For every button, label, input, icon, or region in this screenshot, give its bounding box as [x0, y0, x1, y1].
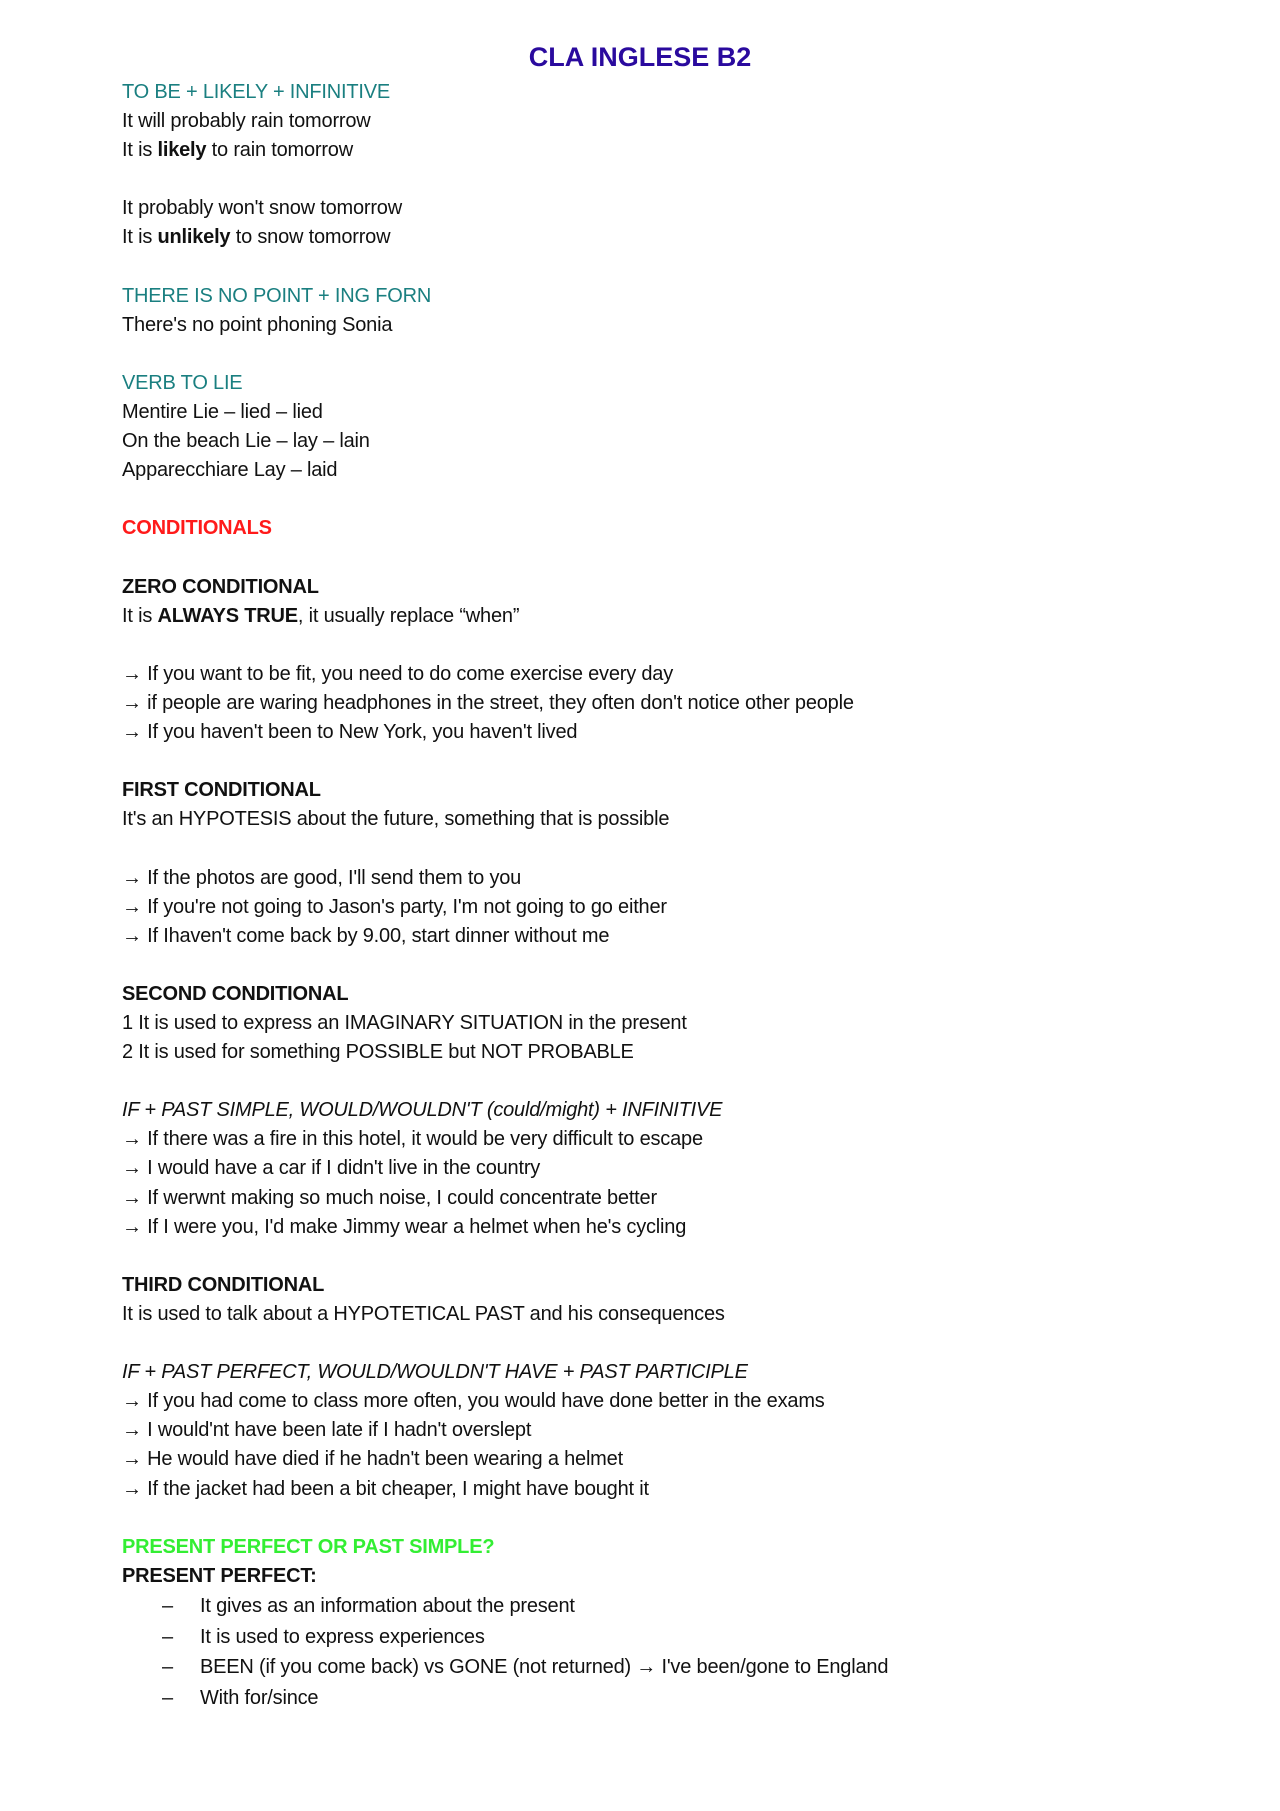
- spacer: [122, 1067, 1202, 1096]
- text-span: to rain tomorrow: [206, 139, 353, 162]
- text-span: It is: [122, 139, 158, 162]
- text-line: It is used to talk about a HYPOTETICAL PAST and his consequences: [122, 1302, 725, 1325]
- subheading-first-conditional: FIRST CONDITIONAL: [122, 779, 321, 802]
- text-span: It is: [122, 604, 158, 627]
- example-line: → If Ihaven't come back by 9.00, start dinner without me: [122, 924, 610, 947]
- example-line: → If you had come to class more often, you would have done better in the exams: [122, 1390, 825, 1413]
- spacer: [122, 340, 1202, 369]
- example-line: → If you're not going to Jason's party, I'm not going to go either: [122, 895, 667, 918]
- emphasis-always-true: ALWAYS TRUE: [157, 604, 298, 627]
- emphasis-likely: likely: [157, 139, 207, 162]
- subheading-third-conditional: THIRD CONDITIONAL: [122, 1273, 325, 1296]
- subheading-present-perfect: PRESENT PERFECT:: [122, 1564, 317, 1587]
- dash-bullet-icon: –: [162, 1594, 173, 1617]
- document-body: [122, 78, 1202, 1714]
- spacer: [122, 544, 1202, 573]
- subheading-second-conditional: SECOND CONDITIONAL: [122, 982, 349, 1005]
- list-item: [122, 1591, 1202, 1622]
- text-line: [122, 223, 1202, 252]
- subheading-zero-conditional: ZERO CONDITIONAL: [122, 575, 319, 598]
- spacer: [122, 1329, 1202, 1358]
- example-line: → If you haven't been to New York, you haven't lived: [122, 721, 578, 744]
- example-line: → I would have a car if I didn't live in the country: [122, 1157, 541, 1180]
- example-line: → I would'nt have been late if I hadn't overslept: [122, 1419, 532, 1442]
- list-item-text: BEEN (if you come back) vs GONE (not returned) → I've been/gone to England: [200, 1656, 889, 1679]
- text-line: There's no point phoning Sonia: [122, 313, 393, 336]
- list-item-text: It gives as an information about the present: [200, 1594, 575, 1617]
- list-item: [122, 1652, 1202, 1683]
- example-line: → If I were you, I'd make Jimmy wear a helmet when he's cycling: [122, 1215, 687, 1238]
- emphasis-unlikely: unlikely: [157, 226, 231, 249]
- text-line: [122, 136, 1202, 165]
- section-heading-no-point: THERE IS NO POINT + ING FORN: [122, 284, 432, 307]
- text-line: [122, 602, 1202, 631]
- text-line: Apparecchiare Lay – laid: [122, 459, 338, 482]
- formula-line: IF + PAST PERFECT, WOULD/WOULDN'T HAVE + PAST PARTICIPLE: [122, 1361, 748, 1384]
- text-line: 1 It is used to express an IMAGINARY SITUATION in the present: [122, 1012, 687, 1034]
- example-line: → He would have died if he hadn't been wearing a helmet: [122, 1448, 623, 1471]
- dash-bullet-icon: –: [162, 1625, 173, 1648]
- spacer: [122, 631, 1202, 660]
- document-title: CLA INGLESE B2: [528, 42, 752, 72]
- text-span: to snow tomorrow: [230, 226, 391, 249]
- example-line: → If the photos are good, I'll send them to you: [122, 866, 522, 889]
- spacer: [122, 834, 1202, 863]
- text-span: It is: [122, 226, 158, 249]
- spacer: [122, 951, 1202, 980]
- dash-bullet-icon: –: [162, 1656, 173, 1679]
- spacer: [122, 485, 1202, 514]
- text-line: It probably won't snow tomorrow: [122, 197, 402, 220]
- formula-line: IF + PAST SIMPLE, WOULD/WOULDN'T (could/might) + INFINITIVE: [122, 1099, 723, 1122]
- example-line: → if people are waring headphones in the street, they often don't notice other people: [122, 691, 854, 714]
- example-line: → If the jacket had been a bit cheaper, I might have bought it: [122, 1477, 649, 1500]
- spacer: [122, 165, 1202, 194]
- spacer: [122, 1242, 1202, 1271]
- spacer: [122, 253, 1202, 282]
- section-heading-conditionals: CONDITIONALS: [122, 517, 272, 540]
- text-span: , it usually replace “when”: [297, 604, 520, 627]
- list-item: [122, 1683, 1202, 1714]
- bullet-list: [122, 1591, 1202, 1714]
- list-item-text: It is used to express experiences: [200, 1625, 485, 1648]
- list-item: [122, 1622, 1202, 1653]
- spacer: [122, 747, 1202, 776]
- section-heading-likely: TO BE + LIKELY + INFINITIVE: [122, 81, 391, 103]
- section-heading-present-perfect: PRESENT PERFECT OR PAST SIMPLE?: [122, 1535, 495, 1558]
- text-line: 2 It is used for something POSSIBLE but NOT PROBABLE: [122, 1041, 634, 1064]
- text-line: It's an HYPOTESIS about the future, something that is possible: [122, 808, 670, 831]
- example-line: → If werwnt making so much noise, I could concentrate better: [122, 1186, 657, 1209]
- list-item-text: With for/since: [200, 1687, 319, 1710]
- section-heading-verb-lie: VERB TO LIE: [122, 371, 243, 394]
- example-line: → If there was a fire in this hotel, it would be very difficult to escape: [122, 1128, 703, 1151]
- text-line: It will probably rain tomorrow: [122, 110, 371, 133]
- example-line: → If you want to be fit, you need to do come exercise every day: [122, 662, 674, 685]
- text-line: On the beach Lie – lay – lain: [122, 430, 370, 453]
- dash-bullet-icon: –: [162, 1687, 173, 1710]
- text-line: Mentire Lie – lied – lied: [122, 401, 323, 424]
- spacer: [122, 1504, 1202, 1533]
